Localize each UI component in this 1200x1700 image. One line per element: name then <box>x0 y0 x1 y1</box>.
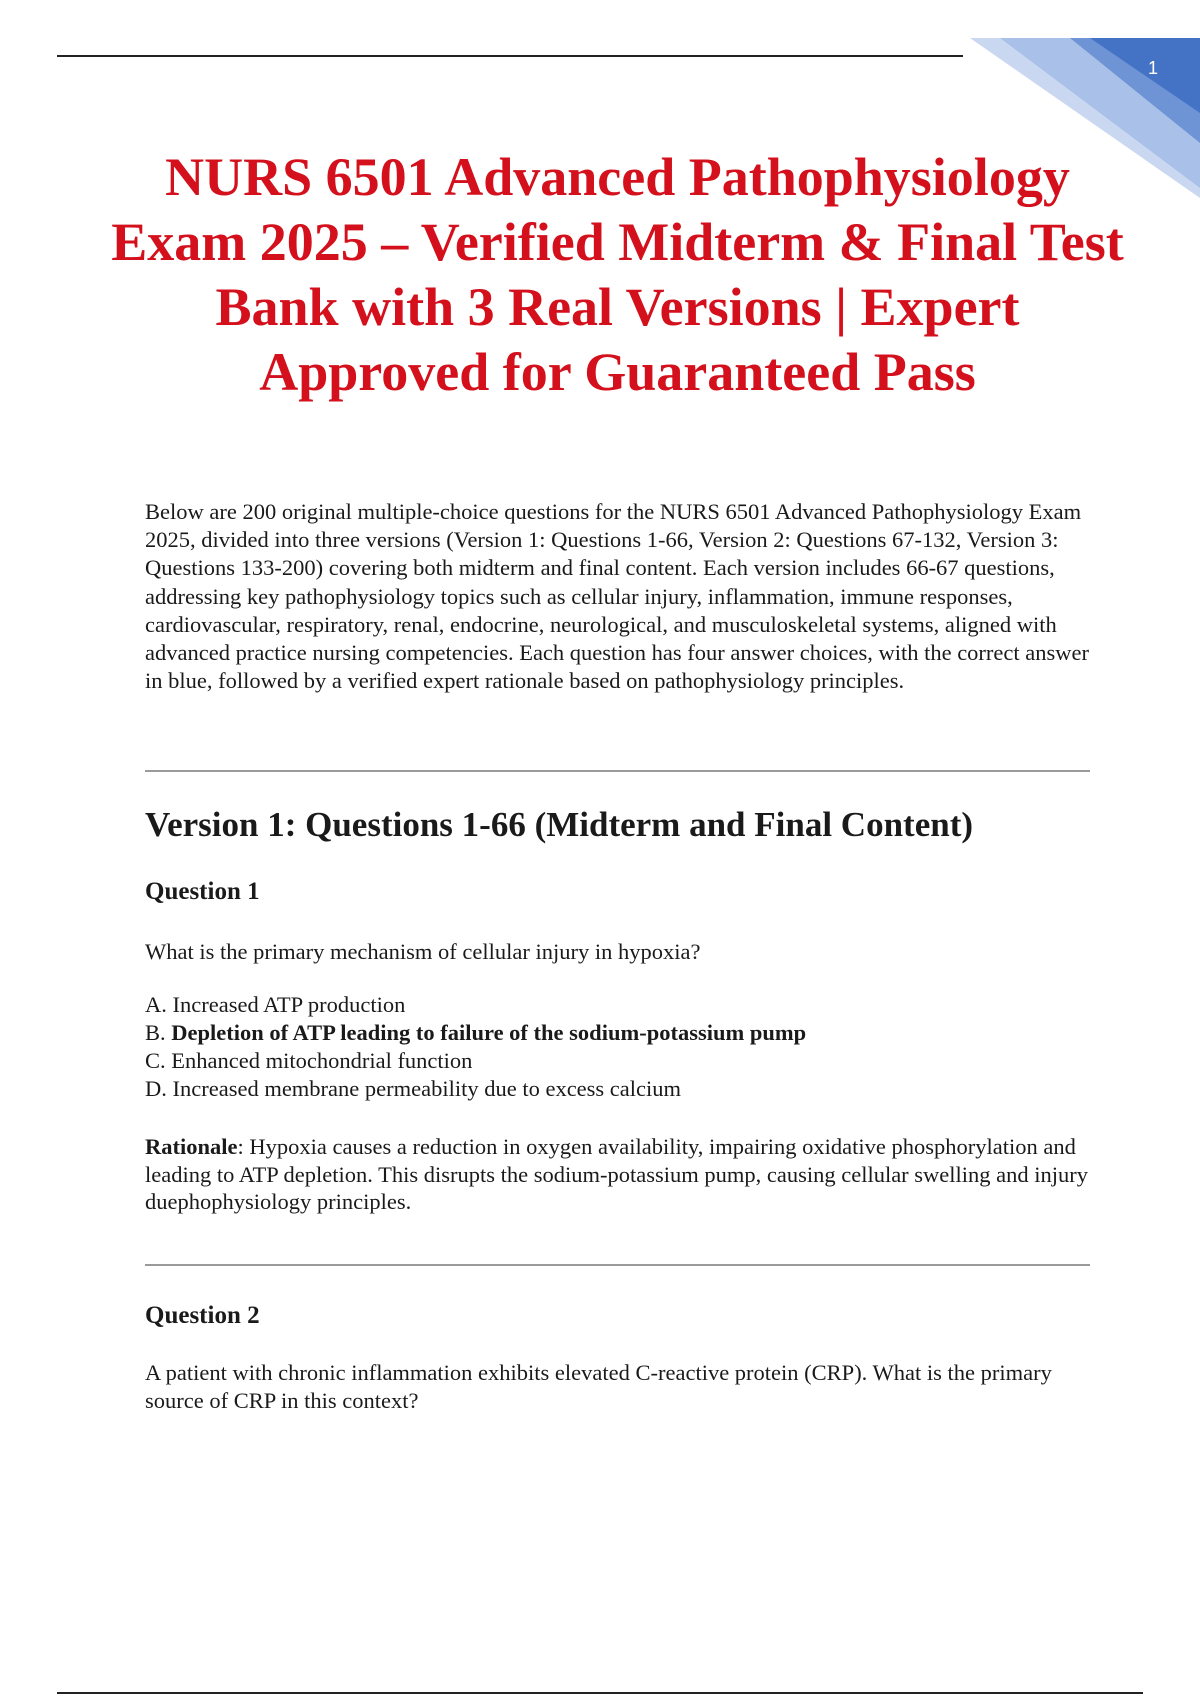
question-2-heading: Question 2 <box>145 1302 260 1329</box>
page-number: 1 <box>1147 58 1158 78</box>
option-text: Increased ATP production <box>172 992 406 1017</box>
option-text: Increased membrane permeability due to excess calcium <box>172 1076 682 1101</box>
question-2-text: A patient with chronic inflammation exhibits elevated C-reactive protein (CRP). What is the primary source of CRP in this context? <box>145 1360 1052 1413</box>
version-heading: Version 1: Questions 1-66 (Midterm and Final Content) <box>145 805 974 844</box>
question-1-heading: Question 1 <box>145 878 260 905</box>
option-letter: A. <box>145 992 167 1017</box>
rationale-label: Rationale <box>145 1134 238 1159</box>
option-text: Enhanced mitochondrial function <box>171 1048 473 1073</box>
section-divider <box>145 1264 1090 1266</box>
correct-option-text: Depletion of ATP leading to failure of the sodium-potassium pump <box>171 1020 807 1045</box>
option-c <box>145 1047 806 1075</box>
option-d <box>145 1075 806 1103</box>
option-b <box>145 1019 806 1047</box>
question-1-rationale <box>145 1133 1095 1216</box>
option-letter: B. <box>145 1020 166 1045</box>
document-title: NURS 6501 Advanced Pathophysiology Exam 2025 – Verified Midterm & Final Test Bank with 3 Real Versions | Expert Approved for Guaranteed Pass <box>111 147 1124 402</box>
footer-rule <box>57 1692 1143 1694</box>
section-divider <box>145 770 1090 772</box>
header-rule <box>57 55 963 57</box>
question-1-options <box>145 991 806 1103</box>
question-1-text: What is the primary mechanism of cellular injury in hypoxia? <box>145 939 701 964</box>
option-letter: D. <box>145 1076 167 1101</box>
intro-paragraph: Below are 200 original multiple-choice questions for the NURS 6501 Advanced Pathophysiology Exam 2025, divided into three versions (Version 1: Questions 1-66, Version 2: Questions 67-132, Version 3: Questions 133-200) covering both midterm and final content. Each version includes 66-67 questions, addressing key pathophysiology topics such as cellular injury, inflammation, immune responses, cardiovascular, respiratory, renal, endocrine, neurological, and musculoskeletal systems, aligned with advanced practice nursing competencies. Each question has four answer choices, with the correct answer in blue, followed by a verified expert rationale based on pathophysiology principles. <box>145 499 1089 694</box>
option-letter: C. <box>145 1048 166 1073</box>
option-a <box>145 991 806 1019</box>
rationale-text: : Hypoxia causes a reduction in oxygen availability, impairing oxidative phosphorylation and leading to ATP depletion. This disrupts the sodium-potassium pump, causing cellular swelling and injury duephophysiology principles. <box>145 1134 1089 1214</box>
